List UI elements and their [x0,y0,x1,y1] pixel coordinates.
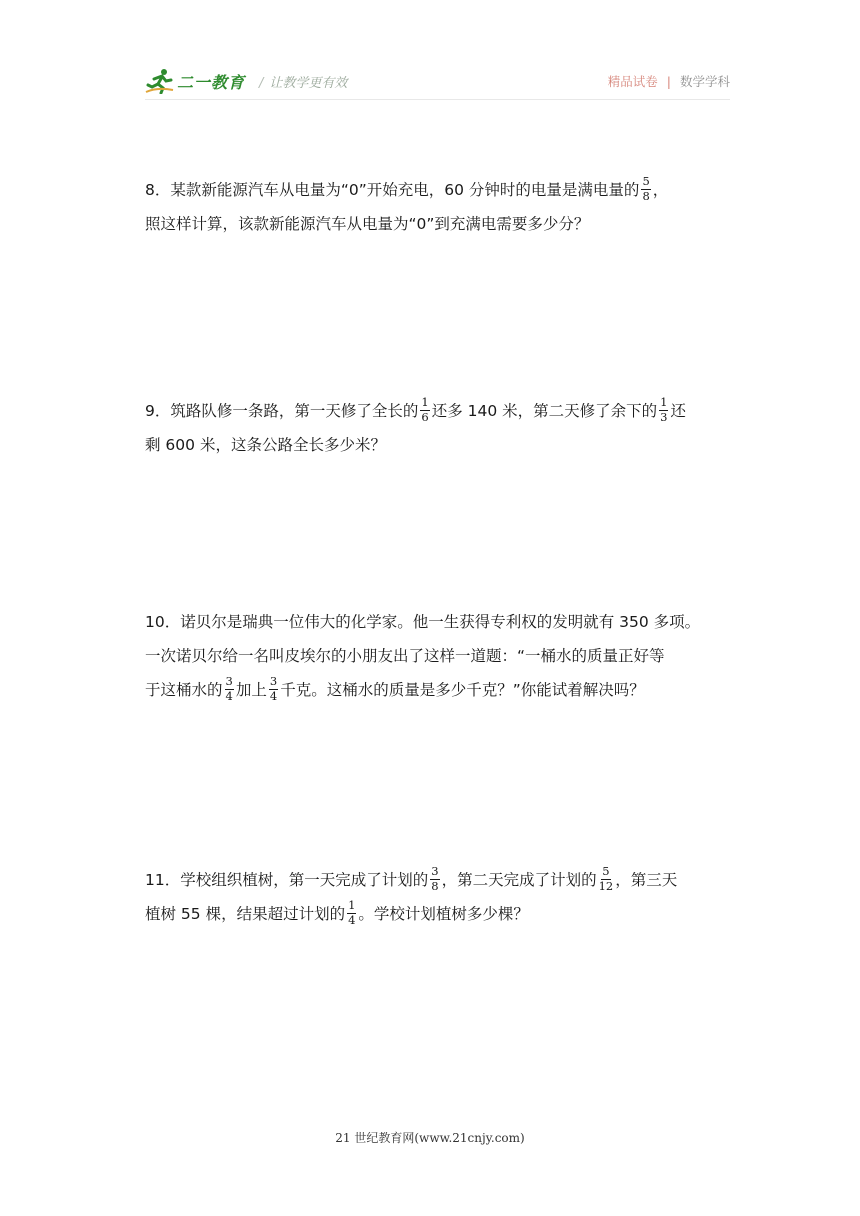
question-text: 8．某款新能源汽车从电量为“0”开始充电，60 分钟时的电量是满电量的 [145,181,640,199]
header-tags [608,66,730,96]
fraction-numerator: 3 [431,864,439,878]
page-header [145,66,730,96]
fraction [420,397,429,423]
fraction-numerator: 1 [348,898,356,912]
question-text: 千克。这桶水的质量是多少千克？”你能试着解决吗？ [280,681,645,699]
fraction [659,397,668,423]
tag-separator: | [666,73,671,89]
question-line [145,672,735,706]
question-text: ，第三天 [615,871,678,889]
question-line [145,427,735,461]
fraction [225,676,234,702]
question-8 [145,172,735,240]
question-text: ， [652,181,669,199]
question-line [145,172,735,206]
question-text: 9．筑路队修一条路，第一天修了全长的 [145,402,419,420]
fraction-numerator: 1 [421,395,429,409]
fraction-numerator: 3 [225,674,233,688]
question-line [145,604,735,638]
fraction-numerator: 1 [660,395,668,409]
question-text: 11．学校组织植树，第一天完成了计划的 [145,871,429,889]
question-line [145,896,735,930]
question-11 [145,862,735,930]
logo [145,66,347,96]
question-text: 植树 55 棵，结果超过计划的 [145,905,346,923]
question-text: 一次诺贝尔给一名叫皮埃尔的小朋友出了这样一道题：“一桶水的质量正好等 [145,647,665,665]
brand-name: 二一教育 [177,72,246,92]
fraction-denominator: 8 [431,878,439,893]
question-text: 10．诺贝尔是瑞典一位伟大的化学家。他一生获得专利权的发明就有 350 多项。 [145,613,701,631]
question-text: 。学校计划植树多少棵？ [358,905,529,923]
fraction-denominator: 6 [421,409,429,424]
question-text: 加上 [235,681,267,699]
question-10 [145,604,735,706]
question-text: 于这桶水的 [145,681,223,699]
header-divider [145,99,730,100]
question-text: 照这样计算，该款新能源汽车从电量为“0”到充满电需要多少分？ [145,215,590,233]
fraction-numerator: 5 [602,864,610,878]
fraction [641,176,650,202]
fraction [430,866,439,892]
fraction [269,676,278,702]
fraction-denominator: 4 [225,688,233,703]
question-line [145,862,735,896]
question-text: 还多 140 米，第二天修了余下的 [431,402,658,420]
fraction-numerator: 3 [269,674,278,688]
question-text: 还 [670,402,686,420]
fraction-denominator: 3 [660,409,668,424]
fraction-denominator: 4 [269,688,278,703]
question-line [145,638,735,672]
question-line [145,393,735,427]
fraction [347,900,356,926]
question-line [145,206,735,240]
question-text: ，第二天完成了计划的 [441,871,597,889]
fraction [599,866,614,892]
question-text: 剩 600 米，这条公路全长多少米？ [145,436,386,454]
page-footer: 21 世纪教育网(www.21cnjy.com) [335,1131,525,1145]
runner-logo-icon [145,68,175,94]
fraction-denominator: 12 [598,878,614,893]
fraction-denominator: 4 [348,912,356,927]
slogan: / 让教学更有效 [259,75,348,91]
fraction-numerator: 5 [642,174,650,188]
fraction-denominator: 8 [642,188,650,203]
tag-premium-paper: 精品试卷 [607,74,658,89]
question-9 [145,393,735,461]
tag-subject: 数学学科 [679,74,730,89]
